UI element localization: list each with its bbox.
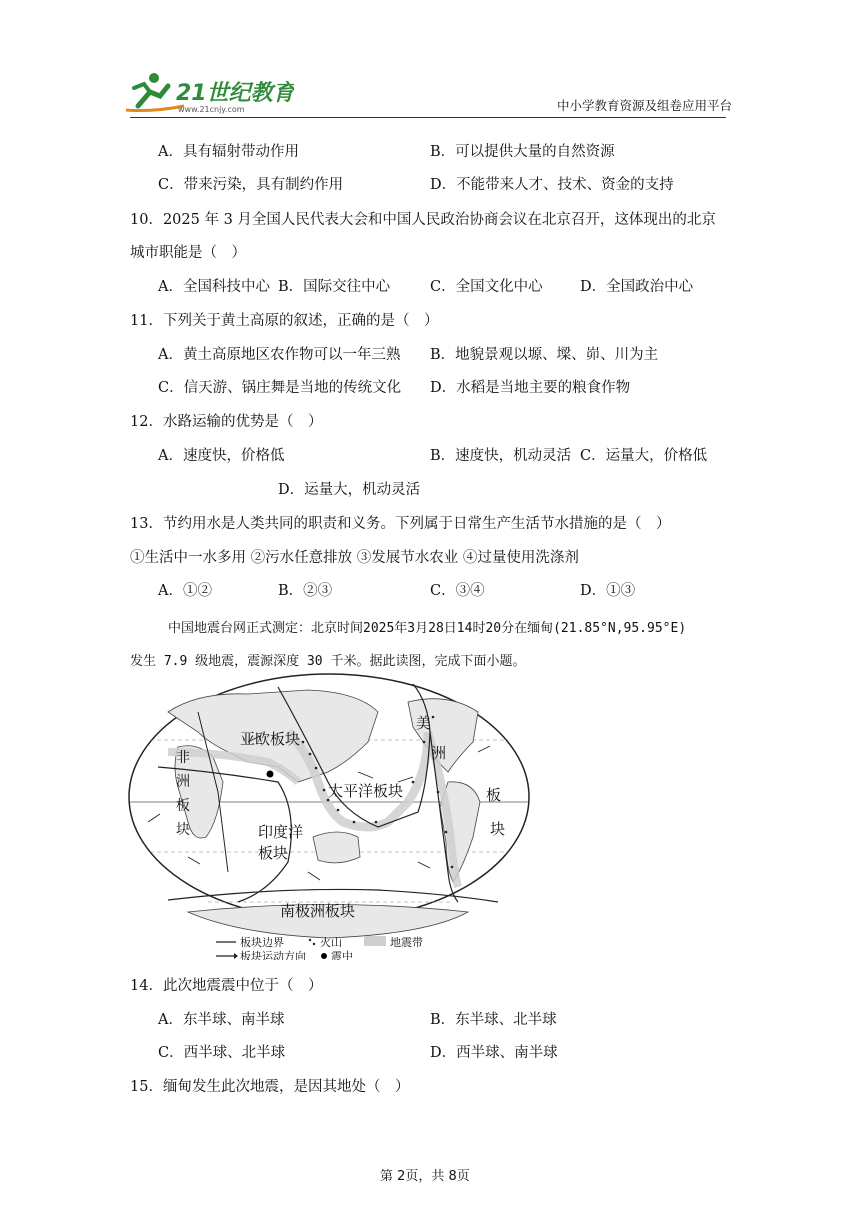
q14-stem: 14．此次地震震中位于（ ） xyxy=(130,978,323,994)
material-line1: 中国地震台网正式测定：北京时间2025年3月28日14时20分在缅甸(21.85°N,95.95°E) xyxy=(168,621,687,636)
epicenter-dot xyxy=(267,771,274,778)
legend-belt-swatch xyxy=(364,936,386,946)
q14-option-a: A．东半球、南半球 xyxy=(158,1012,285,1028)
q11-option-b: B．地貌景观以塬、墚、峁、川为主 xyxy=(430,347,659,363)
q11-option-d: D．水稻是当地主要的粮食作物 xyxy=(430,380,631,396)
label-america-3: 板 xyxy=(486,786,502,804)
logo-text: 21世纪教育 xyxy=(176,81,294,106)
q10-stem-line2: 城市职能是（ ） xyxy=(130,245,246,261)
material-line2: 发生 7.9 级地震，震源深度 30 千米。据此读图，完成下面小题。 xyxy=(130,654,526,669)
map-legend xyxy=(216,935,423,960)
q13-items: ①生活中一水多用 ②污水任意排放 ③发展节水农业 ④过量使用洗涤剂 xyxy=(130,550,579,566)
q10-option-c: C．全国文化中心 xyxy=(430,279,543,295)
label-eurasia: 亚欧板块 xyxy=(240,730,301,748)
q12-option-a: A．速度快，价格低 xyxy=(158,448,285,464)
q13-option-d: D．①③ xyxy=(580,583,636,599)
q11-option-c: C．信天游、锅庄舞是当地的传统文化 xyxy=(158,380,402,396)
header-divider xyxy=(130,117,726,118)
q9-option-b: B．可以提供大量的自然资源 xyxy=(430,144,615,160)
q14-option-b: B．东半球、北半球 xyxy=(430,1012,557,1028)
page-number: 第 2页，共 8页 xyxy=(380,1169,470,1184)
legend-belt: 地震带 xyxy=(390,936,423,949)
label-america-2: 洲 xyxy=(431,744,447,762)
australia-shape xyxy=(313,832,360,863)
label-antarctic: 南极洲板块 xyxy=(280,902,356,920)
q10-option-a: A．全国科技中心 xyxy=(158,279,270,295)
label-africa-1: 非 xyxy=(176,750,190,766)
q13-option-b: B．②③ xyxy=(278,583,333,599)
q14-option-d: D．西半球、南半球 xyxy=(430,1045,558,1061)
q13-stem: 13．节约用水是人类共同的职责和义务。下列属于日常生产生活节水措施的是（ ） xyxy=(130,516,671,532)
site-logo xyxy=(124,66,294,116)
label-pacific: 太平洋板块 xyxy=(328,782,404,800)
q14-option-c: C．西半球、北半球 xyxy=(158,1045,286,1061)
legend-motion: 板块运动方向 xyxy=(240,950,306,960)
label-africa-3: 板 xyxy=(176,798,190,814)
platform-name: 中小学教育资源及组卷应用平台 xyxy=(557,98,733,113)
q9-option-c: C．带来污染，具有制约作用 xyxy=(158,177,344,193)
q13-option-a: A．①② xyxy=(158,583,212,599)
q10-option-b: B．国际交往中心 xyxy=(278,279,391,295)
q12-option-c: C．运量大，价格低 xyxy=(580,448,708,464)
q13-option-c: C．③④ xyxy=(430,583,485,599)
q10-option-d: D．全国政治中心 xyxy=(580,279,694,295)
label-africa-2: 洲 xyxy=(176,774,190,790)
plate-map-svg xyxy=(128,672,530,960)
q10-stem-line1: 10．2025 年 3 月全国人民代表大会和中国人民政治协商会议在北京召开，这体现出的北京 xyxy=(130,212,716,228)
plate-map xyxy=(128,672,530,960)
legend-epicenter-icon xyxy=(321,953,327,959)
q12-stem: 12．水路运输的优势是（ ） xyxy=(130,414,323,430)
label-indo-2: 板块 xyxy=(258,844,289,862)
q12-option-b: B．速度快，机动灵活 xyxy=(430,448,572,464)
q11-stem: 11．下列关于黄土高原的叙述，正确的是（ ） xyxy=(130,313,439,329)
label-africa-4: 块 xyxy=(176,822,190,838)
q11-option-a: A．黄土高原地区农作物可以一年三熟 xyxy=(158,347,401,363)
label-america-1: 美 xyxy=(416,714,432,732)
q15-stem: 15．缅甸发生此次地震，是因其地处（ ） xyxy=(130,1079,410,1095)
legend-volcano: 火山 xyxy=(320,936,342,949)
logo-url: www.21cnjy.com xyxy=(178,105,245,114)
legend-boundary: 板块边界 xyxy=(240,936,284,949)
label-america-4: 块 xyxy=(490,820,506,838)
legend-epicenter: 震中 xyxy=(331,950,353,960)
legend-volcano-icon xyxy=(309,939,311,941)
q12-option-d: D．运量大，机动灵活 xyxy=(278,482,421,498)
q9-option-d: D．不能带来人才、技术、资金的支持 xyxy=(430,177,674,193)
label-indo-1: 印度洋 xyxy=(258,823,304,841)
q9-option-a: A．具有辐射带动作用 xyxy=(158,144,299,160)
